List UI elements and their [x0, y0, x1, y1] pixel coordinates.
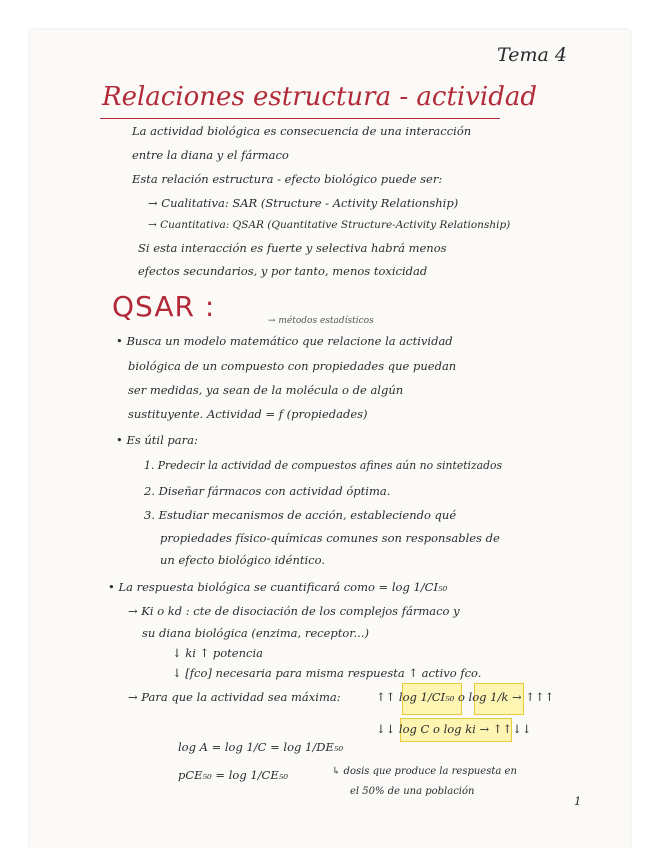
intro-line-5: efectos secundarios, y por tanto, menos toxicidad: [138, 264, 428, 278]
formula-2: pCE₅₀ = log 1/CE₅₀: [178, 768, 288, 782]
ki-line-3: ↓ ki ↑ potencia: [172, 646, 263, 660]
use-1: 1. Predecir la actividad de compuestos afines aún no sintetizados: [144, 459, 503, 472]
qsar-bullet-3: • La respuesta biológica se cuantificará como = log 1/CI₅₀: [108, 580, 448, 594]
intro-line-1: La actividad biológica es consecuencia de una interacción: [132, 124, 472, 138]
qsar-bullet-1-line-1: • Busca un modelo matemático que relacione la actividad: [116, 334, 453, 348]
intro-line-3: Esta relación estructura - efecto biológico puede ser:: [132, 172, 443, 186]
ki-line-2: su diana biológica (enzima, receptor...): [142, 626, 369, 640]
use-3-line-3: un efecto biológico idéntico.: [160, 553, 325, 567]
qsar-bullet-1-line-3: ser medidas, ya sean de la molécula o de algún: [128, 383, 404, 397]
ki-line-4: ↓ [fco] necesaria para misma respuesta ↑ activo fco.: [172, 666, 482, 680]
dose-note-1: ↳ dosis que produce la respuesta en: [332, 766, 517, 777]
qsar-heading: QSAR :: [112, 290, 216, 323]
sar-item: → Cualitativa: SAR (Structure - Activity Relationship): [148, 196, 459, 210]
page-title: Relaciones estructura - actividad: [102, 82, 538, 112]
max-activity-b: ↓↓ log C o log ki → ↑↑↓↓: [376, 722, 532, 736]
title-underline: [100, 118, 500, 119]
dose-note-2: el 50% de una población: [350, 786, 475, 797]
methods-note: → métodos estadísticos: [268, 316, 374, 326]
page-number: 1: [574, 794, 582, 808]
max-activity-a: ↑↑ log 1/CI₅₀ o log 1/k → ↑↑↑: [376, 690, 555, 704]
qsar-bullet-1-line-2: biológica de un compuesto con propiedades que puedan: [128, 359, 457, 373]
formula-1: log A = log 1/C = log 1/DE₅₀: [178, 740, 344, 754]
intro-line-4: Si esta interacción es fuerte y selectiva habrá menos: [138, 241, 447, 255]
qsar-bullet-1-line-4: sustituyente. Actividad = f (propiedades): [128, 407, 368, 421]
max-activity-intro: → Para que la actividad sea máxima:: [128, 690, 341, 704]
intro-line-2: entre la diana y el fármaco: [132, 148, 289, 162]
use-3-line-1: 3. Estudiar mecanismos de acción, estableciendo qué: [144, 508, 457, 522]
topic-label: Tema 4: [497, 44, 567, 66]
use-3-line-2: propiedades físico-químicas comunes son responsables de: [160, 531, 500, 545]
ki-line-1: → Ki o kd : cte de disociación de los complejos fármaco y: [128, 604, 460, 618]
qsar-bullet-2: • Es útil para:: [116, 433, 198, 447]
qsar-item: → Cuantitativa: QSAR (Quantitative Structure-Activity Relationship): [148, 219, 511, 231]
use-2: 2. Diseñar fármacos con actividad óptima.: [144, 484, 391, 498]
